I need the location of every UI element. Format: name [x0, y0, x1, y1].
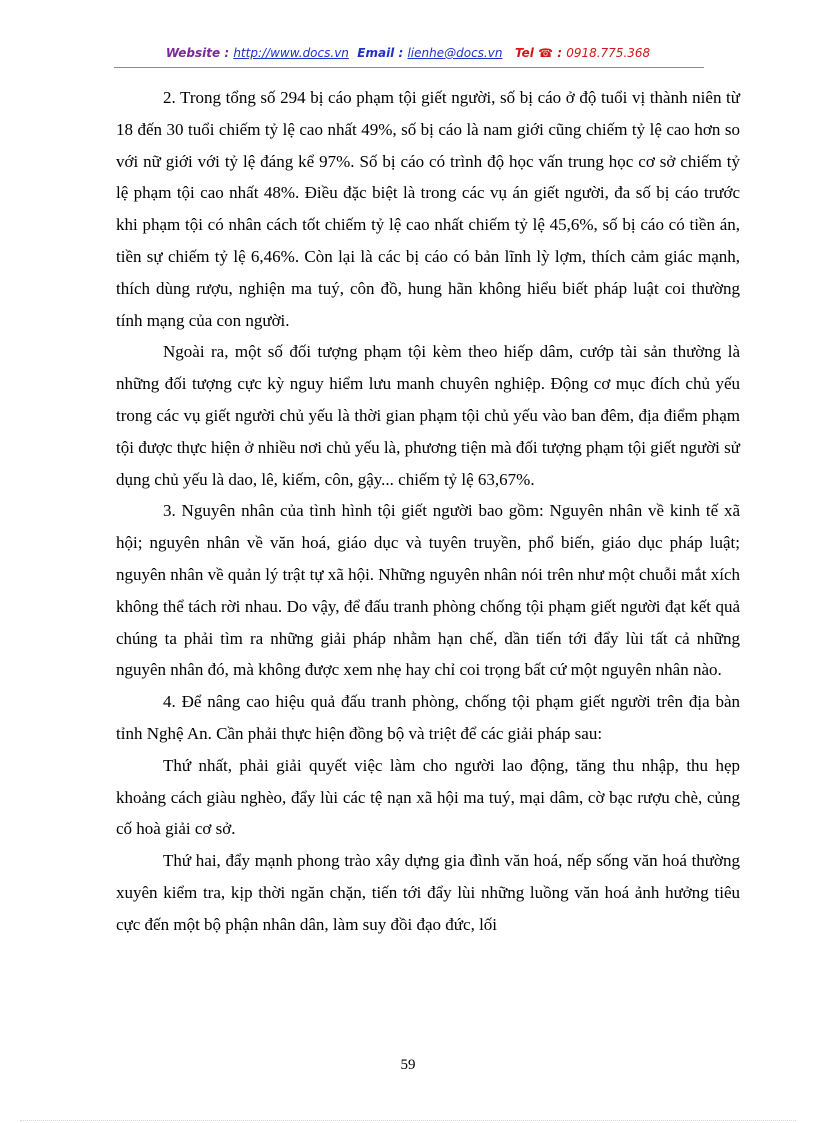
- page-number: 59: [400, 1057, 416, 1073]
- phone-number: 0918.775.368: [566, 46, 651, 60]
- paragraph-additional: Ngoài ra, một số đối tượng phạm tội kèm theo hiếp dâm, cướp tài sản thường là những đối tượng cực kỳ nguy hiểm lưu manh chuyên nghiệp. Động cơ mục đích chủ yếu trong các vụ giết người chủ yếu là thời gian phạm tội chủ yếu vào ban đêm, địa điểm phạm tội được thực hiện ở nhiều nơi chủ yếu là, phương tiện mà đối tượng phạm tội giết người sử dụng chủ yếu là dao, lê, kiếm, côn, gậy... chiếm tỷ lệ 63,67%.: [116, 342, 740, 489]
- paragraph-2: 2. Trong tổng số 294 bị cáo phạm tội giết người, số bị cáo ở độ tuổi vị thành niên từ 18 đến 30 tuổi chiếm tỷ lệ cao nhất 49%, số bị cáo là nam giới cũng chiếm tỷ lệ cao hơn so với nữ giới với tỷ lệ đáng kể 97%. Số bị cáo có trình độ học vấn trung học cơ sở chiếm tỷ lệ phạm tội cao nhất 48%. Điều đặc biệt là trong các vụ án giết người, đa số bị cáo trước khi phạm tội có nhân cách tốt chiếm tỷ lệ cao nhất chiếm tỷ lệ 45,6%, số bị cáo có tiền án, tiền sự chiếm tỷ lệ 6,46%. Còn lại là các bị cáo có bản lĩnh lỳ lợm, thích cảm giác mạnh, thích dùng rượu, nghiện ma tuý, côn đồ, hung hãn không hiểu biết pháp luật coi thường tính mạng của con người.: [116, 88, 740, 330]
- header-divider: [114, 67, 704, 68]
- paragraph-second-solution: Thứ hai, đẩy mạnh phong trào xây dựng gia đình văn hoá, nếp sống văn hoá thường xuyên kiểm tra, kịp thời ngăn chặn, tiến tới đẩy lùi những luồng văn hoá ảnh hưởng tiêu cực đến một bộ phận nhân dân, làm suy đồi đạo đức, lối: [116, 851, 740, 934]
- email-link[interactable]: lienhe@docs.vn: [407, 46, 503, 60]
- website-link[interactable]: http://www.docs.vn: [233, 46, 349, 60]
- footer-divider: [20, 1120, 796, 1121]
- paragraph-first-solution: Thứ nhất, phải giải quyết việc làm cho người lao động, tăng thu nhập, thu hẹp khoảng cách giàu nghèo, đẩy lùi các tệ nạn xã hội ma tuý, mại dâm, cờ bạc rượu chè, củng cố hoà giải cơ sở.: [116, 755, 740, 839]
- paragraph-3: 3. Nguyên nhân của tình hình tội giết người bao gồm: Nguyên nhân về kinh tế xã hội; nguyên nhân về văn hoá, giáo dục và tuyên truyền, phổ biến, giáo dục pháp luật; nguyên nhân về quản lý trật tự xã hội. Những nguyên nhân nói trên như một chuỗi mắt xích không thể tách rời nhau. Do vậy, để đấu tranh phòng chống tội phạm giết người đạt kết quả chúng ta phải tìm ra những giải pháp nhằm hạn chế, dần tiến tới đẩy lùi tất cả những nguyên nhân đó, mà không được xem nhẹ hay chỉ coi trọng bất cứ một nguyên nhân nào.: [116, 501, 740, 680]
- email-label: Email :: [357, 46, 404, 60]
- page-header: [0, 46, 816, 60]
- website-label: Website :: [165, 46, 230, 60]
- paragraph-4: 4. Để nâng cao hiệu quả đấu tranh phòng, chống tội phạm giết người trên địa bàn tỉnh Nghệ An. Cần phải thực hiện đồng bộ và triệt để các giải pháp sau:: [116, 692, 740, 743]
- tel-label: Tel ☎ :: [515, 46, 562, 60]
- document-body: [116, 82, 740, 941]
